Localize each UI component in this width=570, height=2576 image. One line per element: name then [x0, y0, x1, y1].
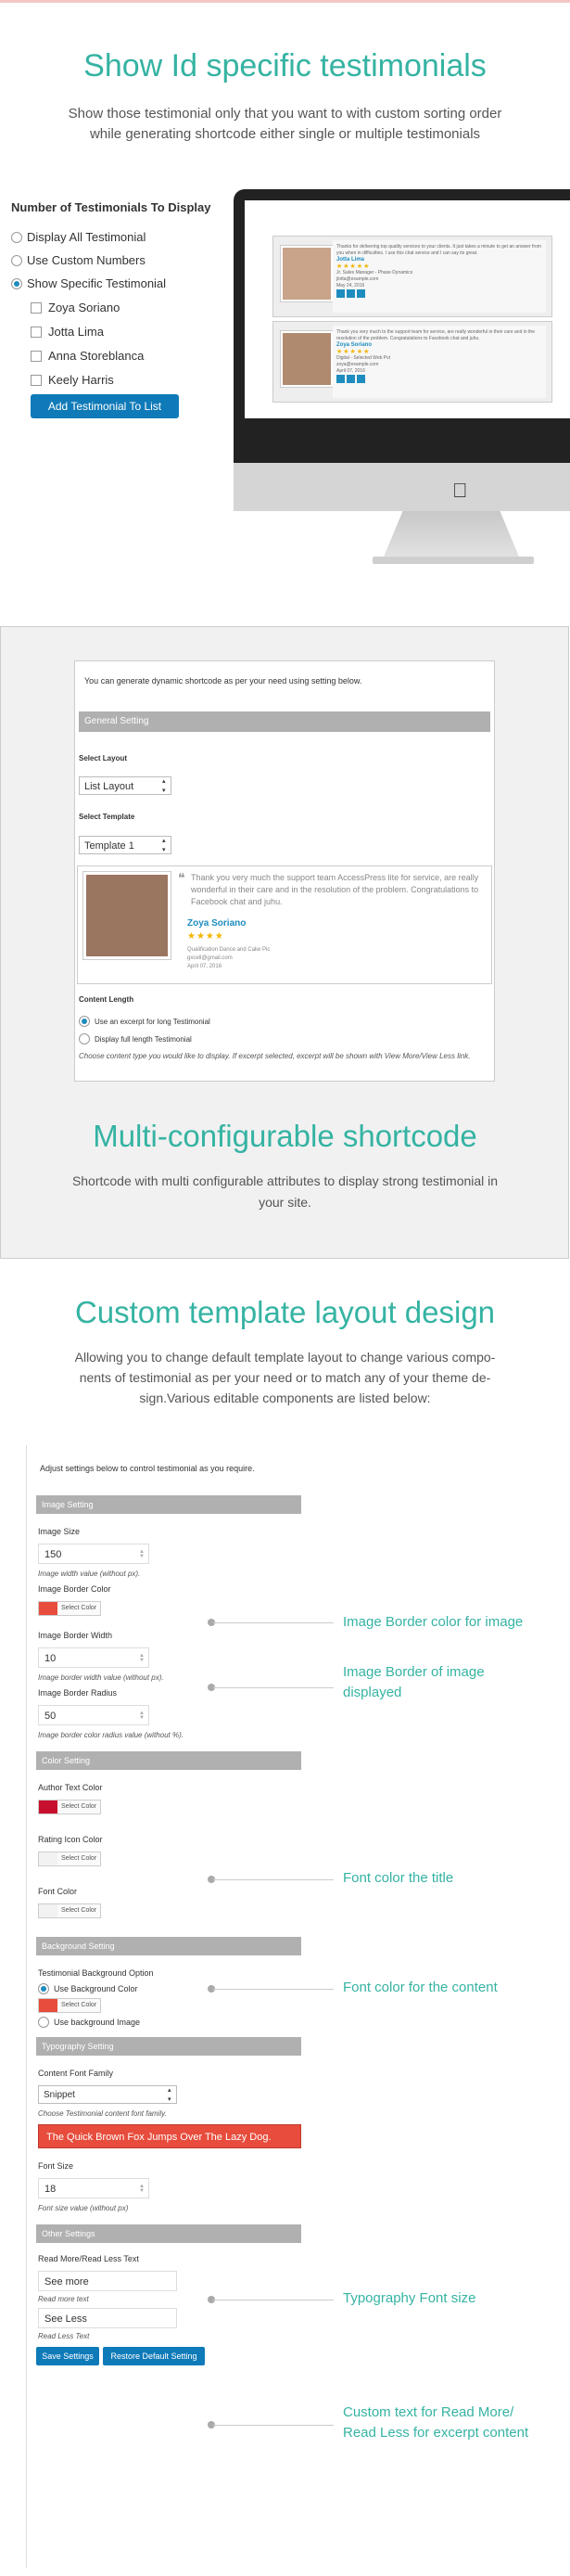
- avatar: [83, 872, 171, 959]
- rating-stars-icon: ★★★★★: [336, 349, 371, 355]
- desc-line: sign.Various editable components are listed below:: [139, 1391, 431, 1405]
- callout-border-color: Image Border color for image: [343, 1614, 524, 1630]
- callout-line: [213, 2425, 334, 2426]
- color-setting-bar: Color Setting: [36, 1751, 301, 1770]
- option-display-all[interactable]: [11, 230, 146, 244]
- restore-default-button[interactable]: Restore Default Setting: [103, 2347, 205, 2365]
- image-border-width-note: Image border width value (without px).: [38, 1673, 164, 1682]
- color-swatch: [39, 1999, 57, 2012]
- adjust-settings-text: Adjust settings below to control testimonial as you require.: [40, 1464, 255, 1473]
- preview-email: zoya@example.com: [336, 362, 379, 367]
- callout-line-text: Read Less for excerpt content: [343, 2425, 529, 2441]
- preview-text: Thanks for delivering top quality services to your clients. It just takes a minute to get an answer from you when in difficulties. I use this chat service and I can say its great.: [336, 244, 541, 256]
- avatar: [281, 331, 333, 387]
- quote-meta-line: gxcell@gmail.com: [187, 955, 233, 961]
- image-size-label: Image Size: [38, 1527, 81, 1536]
- checkbox-anna[interactable]: [31, 349, 144, 363]
- image-border-width-input[interactable]: [38, 1647, 149, 1668]
- save-settings-button[interactable]: Save Settings: [36, 2347, 99, 2365]
- facebook-icon[interactable]: [336, 375, 345, 383]
- desc-line: your site.: [259, 1195, 311, 1210]
- callout-line-text: displayed: [343, 1685, 402, 1700]
- radio-selected-icon[interactable]: [79, 1016, 90, 1027]
- option-label: Display All Testimonial: [27, 230, 146, 244]
- checkbox-label: Zoya Soriano: [48, 301, 120, 314]
- desc-line: nents of testimonial as per your need or to match any of your theme de-: [79, 1370, 491, 1385]
- callout-line: [213, 1622, 334, 1623]
- option-label: Use background Image: [54, 2018, 141, 2027]
- rating-icon-color-picker[interactable]: [38, 1852, 101, 1866]
- read-more-label: Read More/Read Less Text: [38, 2254, 139, 2263]
- callout-author-color: Font color the title: [343, 1870, 454, 1886]
- desc-line: Show those testimonial only that you want to with custom sorting order: [68, 106, 502, 122]
- font-color-picker[interactable]: [38, 1903, 101, 1918]
- use-bg-image-option[interactable]: [38, 2017, 140, 2028]
- preview-card-content: [333, 326, 546, 398]
- checkbox-icon[interactable]: [31, 351, 42, 362]
- color-swatch: [39, 1801, 57, 1813]
- callout-line: [213, 1687, 334, 1688]
- apple-logo-icon: [452, 479, 468, 503]
- shortcode-intro: You can generate dynamic shortcode as per your need using setting below.: [84, 676, 362, 686]
- rating-stars-icon: ★★★★: [187, 931, 224, 942]
- section2-title: Multi-configurable shortcode: [93, 1119, 477, 1153]
- read-less-note: Read Less Text: [38, 2332, 90, 2340]
- font-family-dropdown[interactable]: Snippet ▴▾: [38, 2085, 177, 2104]
- spinner-icon[interactable]: ▲ ▼: [139, 1653, 145, 1663]
- top-accent-strip: [0, 0, 570, 3]
- content-font-family-label: Content Font Family: [38, 2069, 114, 2078]
- preview-date: April 07, 2016: [336, 368, 365, 374]
- desc-line: Shortcode with multi configurable attributes to display strong testimonial in: [71, 1173, 499, 1188]
- option-label: Use Background Color: [54, 1984, 138, 1993]
- spinner-icon[interactable]: ▲ ▼: [139, 2184, 145, 2194]
- content-length-note: Choose content type you would like to display. If excerpt selected, excerpt will be shown with View More/View Less link.: [79, 1052, 471, 1060]
- select-template-dropdown[interactable]: Template 1 ▴▾: [79, 836, 171, 854]
- font-family-note: Choose Testimonial content font family.: [38, 2109, 167, 2118]
- background-setting-bar: Background Setting: [36, 1937, 301, 1955]
- option-label: Use an excerpt for long Testimonial: [95, 1017, 210, 1026]
- option-label: Use Custom Numbers: [27, 253, 146, 267]
- select-color-label: Select Color: [61, 1907, 97, 1914]
- checkbox-jotta[interactable]: [31, 325, 104, 339]
- image-border-width-label: Image Border Width: [38, 1631, 113, 1640]
- select-layout-dropdown[interactable]: List Layout ▴▾: [79, 776, 171, 795]
- radio-icon[interactable]: [11, 255, 22, 266]
- other-settings-bar: Other Settings: [36, 2224, 301, 2243]
- content-length-label: Content Length: [79, 995, 134, 1004]
- bg-option-label: Testimonial Background Option: [38, 1968, 154, 1978]
- radio-icon[interactable]: [38, 2017, 49, 2028]
- linkedin-icon[interactable]: [357, 375, 365, 383]
- desc-line: Allowing you to change default template layout to change various compo-: [74, 1350, 496, 1365]
- len-option-excerpt[interactable]: [79, 1016, 210, 1027]
- preview-card: [272, 321, 552, 403]
- checkbox-icon[interactable]: [31, 327, 42, 338]
- shortcode-panel: [74, 660, 495, 1082]
- section3-description: [28, 1347, 542, 1408]
- author-text-color-label: Author Text Color: [38, 1783, 103, 1792]
- section1-description: [28, 104, 542, 145]
- use-bg-color-option[interactable]: [38, 1983, 138, 1994]
- callout-line: [213, 1879, 334, 1880]
- radio-icon[interactable]: [11, 232, 22, 243]
- spinner-icon[interactable]: ▲ ▼: [139, 1711, 145, 1721]
- see-more-input[interactable]: See more: [38, 2271, 177, 2291]
- callout-font-color: Font color for the content: [343, 1980, 498, 1995]
- color-swatch: [39, 1904, 57, 1917]
- len-option-full[interactable]: [79, 1033, 192, 1044]
- option-custom-numbers[interactable]: [11, 253, 146, 267]
- author-text-color-picker[interactable]: [38, 1800, 101, 1814]
- checkbox-icon[interactable]: [31, 375, 42, 386]
- input-value: 10: [44, 1653, 57, 1664]
- font-size-label: Font Size: [38, 2161, 74, 2171]
- option-label: Display full length Testimonial: [95, 1034, 192, 1044]
- image-border-color-label: Image Border Color: [38, 1584, 111, 1594]
- font-color-label: Font Color: [38, 1887, 78, 1896]
- twitter-icon[interactable]: [347, 375, 355, 383]
- image-border-radius-input[interactable]: [38, 1705, 149, 1725]
- monitor-base: [373, 557, 534, 564]
- quote-text: Thank you very much the support team AccessPress lite for service, are really wonderful in their care and in the resolution of the problem. Congratulations to Facebook chat and juhu.: [191, 873, 479, 906]
- input-value: 18: [44, 2184, 57, 2195]
- select-template-label: Select Template: [79, 813, 135, 821]
- color-swatch: [39, 1852, 57, 1865]
- checkbox-label: Anna Storeblanca: [48, 349, 145, 363]
- section1-title: Show Id specific testimonials: [83, 48, 487, 83]
- image-border-color-picker[interactable]: [38, 1601, 101, 1616]
- rating-stars-icon: ★★★★★: [336, 263, 371, 270]
- preview-role: Digital - Selected Web Pvt: [336, 355, 390, 361]
- monitor-screen: [245, 200, 570, 418]
- monitor-mockup: [234, 189, 570, 464]
- select-color-label: Select Color: [61, 2002, 97, 2008]
- rating-icon-color-label: Rating Icon Color: [38, 1835, 103, 1844]
- input-value: 50: [44, 1711, 57, 1722]
- bg-color-picker[interactable]: [38, 1998, 101, 2013]
- preview-name: Zoya Soriano: [336, 342, 373, 348]
- checkbox-icon[interactable]: [31, 302, 42, 314]
- input-value: 150: [44, 1549, 62, 1560]
- font-size-input[interactable]: [38, 2178, 149, 2198]
- preview-email: jlotta@example.com: [336, 276, 379, 282]
- callout-read-more: [343, 2403, 528, 2443]
- font-sample: The Quick Brown Fox Jumps Over The Lazy Dog.: [38, 2124, 301, 2148]
- checkbox-keely[interactable]: [31, 373, 114, 387]
- select-color-label: Select Color: [61, 1605, 97, 1611]
- checkbox-label: Jotta Lima: [48, 325, 104, 339]
- see-less-input[interactable]: See Less: [38, 2308, 177, 2328]
- avatar: [281, 246, 333, 301]
- font-size-note: Font size value (without px): [38, 2204, 129, 2212]
- option-show-specific[interactable]: [11, 276, 166, 290]
- quote-meta: [187, 946, 270, 971]
- preview-card-content: [333, 240, 546, 313]
- radio-selected-icon[interactable]: [11, 278, 22, 289]
- callout-line: [213, 1989, 334, 1990]
- desc-line: while generating shortcode either single or multiple testimonials: [89, 126, 481, 142]
- preview-name: Jotta Lima: [336, 257, 365, 263]
- settings-panel: [26, 1445, 314, 2568]
- quote-meta-line: April 07, 2016: [187, 964, 222, 969]
- facebook-icon[interactable]: [336, 289, 345, 298]
- select-layout-label: Select Layout: [79, 754, 128, 763]
- template-preview: [77, 865, 492, 984]
- image-border-radius-label: Image Border Radius: [38, 1688, 118, 1698]
- option-label: Show Specific Testimonial: [27, 276, 167, 290]
- radio-icon[interactable]: [79, 1033, 90, 1044]
- section2-description: [19, 1171, 551, 1213]
- section3-title: Custom template layout design: [74, 1295, 496, 1329]
- monitor-stand: [382, 511, 521, 561]
- number-testimonials-heading: Number of Testimonials To Display: [11, 200, 211, 214]
- callout-line-text: Custom text for Read More/: [343, 2404, 514, 2420]
- quote-meta-line: Qualification Dance and Cake Pic: [187, 947, 271, 953]
- checkbox-zoya[interactable]: [31, 301, 120, 314]
- monitor-chin: [234, 463, 570, 511]
- image-size-input[interactable]: [38, 1544, 149, 1564]
- add-testimonial-button[interactable]: Add Testimonial To List: [31, 394, 179, 418]
- typography-setting-bar: Typography Setting: [36, 2037, 301, 2056]
- callout-line-text: Image Border of image: [343, 1664, 485, 1680]
- quote-name: Zoya Soriano: [187, 918, 247, 929]
- select-color-label: Select Color: [61, 1855, 97, 1862]
- callout-font-size: Typography Font size: [343, 2290, 476, 2306]
- select-color-label: Select Color: [61, 1803, 97, 1810]
- preview-card: [272, 236, 552, 317]
- read-more-note: Read more text: [38, 2295, 89, 2303]
- quote-icon: ❝: [178, 870, 185, 885]
- preview-date: May 24, 2016: [336, 283, 365, 288]
- checkbox-label: Keely Harris: [48, 373, 114, 387]
- preview-text: Thank you very much to the support team for service, are really wonderful in their care and in the resolution of the problem. Congratulations to Facebook chat and juhu.: [336, 329, 535, 341]
- image-setting-bar: Image Setting: [36, 1495, 301, 1514]
- radio-selected-icon[interactable]: [38, 1983, 49, 1994]
- twitter-icon[interactable]: [347, 289, 355, 298]
- linkedin-icon[interactable]: [357, 289, 365, 298]
- preview-role: Jr. Sales Manager - Phase Dynamics: [336, 270, 413, 276]
- image-border-radius-note: Image border color radius value (without %).: [38, 1731, 184, 1739]
- general-setting-bar: General Setting: [79, 711, 490, 732]
- color-swatch: [39, 1602, 57, 1615]
- callout-border-width: [343, 1662, 485, 1703]
- spinner-icon[interactable]: ▲ ▼: [139, 1549, 145, 1559]
- image-size-note: Image width value (without px).: [38, 1570, 141, 1578]
